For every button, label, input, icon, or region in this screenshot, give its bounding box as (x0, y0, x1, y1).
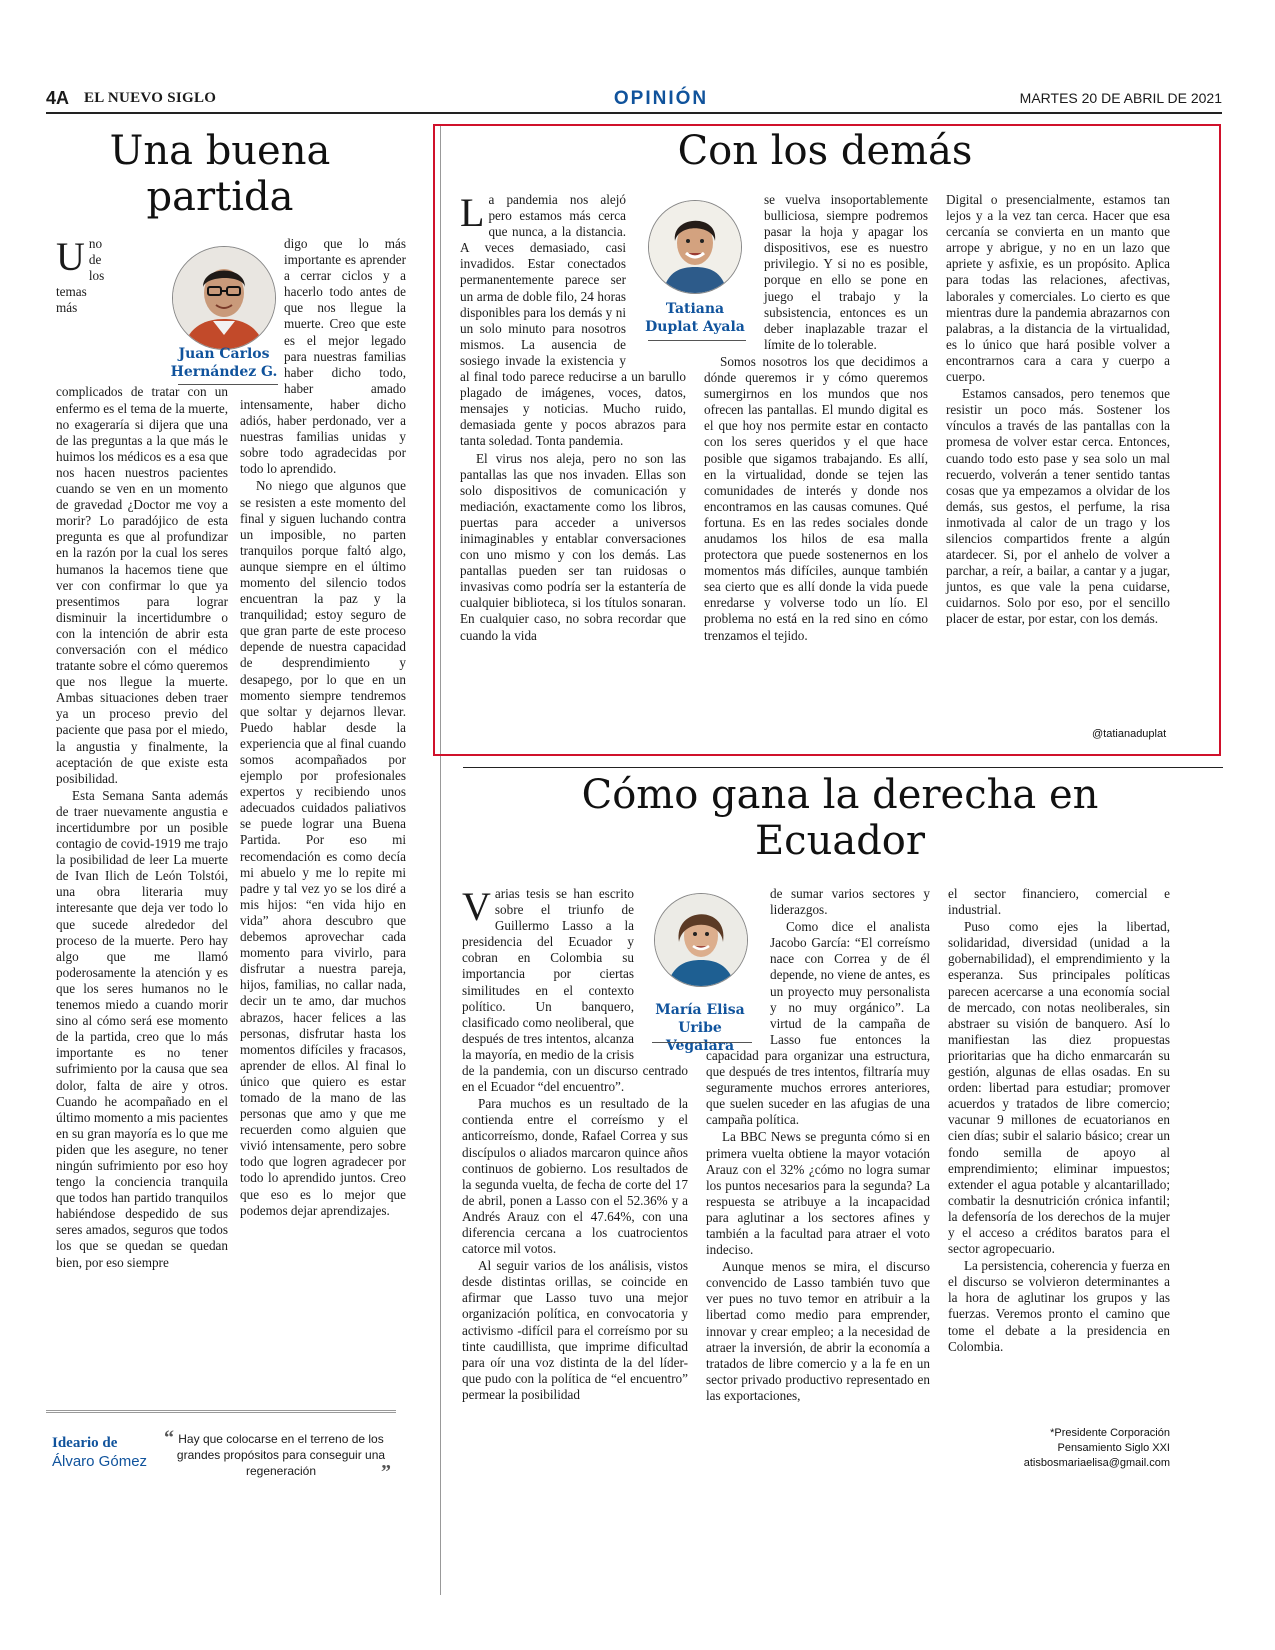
article2-author: Tatiana Duplat Ayala (645, 301, 745, 335)
ideario-quote: Hay que colocarse en el terreno de los grandes propósitos para conseguir una regeneración (176, 1432, 386, 1478)
newspaper-name: EL NUEVO SIGLO (84, 90, 217, 106)
ideario-author: Álvaro Gómez (52, 1453, 148, 1470)
author-handle: @tatianaduplat (1092, 728, 1167, 740)
author-email: atisbosmariaelisa@gmail.com (1023, 1457, 1170, 1469)
article3-title: Cómo gana la derecha en Ecuador (581, 772, 1099, 865)
article2-column-2: se vuelva insoportablemente bulliciosa, siempre podremos pasar la hoja y apagar los dispositivos, ese es nuestro privilegio. Y si no es posible, porque en ello se pone en juego el trabajo y la subsistencia, entonces es un deber inaplazable trazar el límite de lo tolerable. Somos nosotros los que decidimos a dónde queremos ir y cómo queremos sumergirnos en los mundos que nos ofrecen las pantallas. El mundo digital es el que hoy nos permite estar en contacto con los seres queridos y el que hace posible que sigamos trabajando. Es allí, en la virtualidad, donde se tejen las comunidades de interés y donde nos encontramos en las causas comunes. Qué fortuna. Es en las redes sociales donde anudamos los hilos de esa malla protectora que puede sostenernos en los momentos más difíciles, aunque también sea cierto que es allí donde la vida puede enredarse y volverse todo un lío. El problema no está en la red sino en cómo trenzamos el tejido. (704, 192, 928, 643)
author-footnote: *Presidente Corporación Pensamiento Siglo XXI atisbosmariaelisa@gmail.com (950, 1426, 1170, 1471)
page-header (46, 88, 1222, 112)
drop-cap: L (460, 190, 485, 235)
article3-column-1: Varias tesis se han escrito sobre el triunfo de Guillermo Lasso a la presidencia del Ecuador y cobran en Colombia su importancia por ciertas similitudes en el contexto político. Un banquero, clasificado como neoliberal, que después de tres intentos, alcanza la mayoría, en medio de la crisis de la pandemia, con un discurso centrado en el Ecuador “del encuentro”. Para muchos es un resultado de la contienda entre el correísmo y el anticorreísmo, donde, Rafael Correa y sus discípulos o aliados marcaron quince años continuos de gobierno. Los resultados de la segunda vuelta, de fecha de corte del 17 de abril, ponen a Lasso con el 52.36% y a Andrés Arauz con el 47.64%, con una diferencia cercana a los cuatrocientos catorce mil votos. Al seguir varios de los análisis, vistos desde distintas orillas, se coincide en afirmar que Lasso tuvo una mejor organización política, en convocatoria y activismo -difícil para el correísmo por su tinte caudillista, que imprime dificultad para oír una voz distinta de la del líder- que pudo con la política de “el encuentro” permear la posibilidad (462, 884, 688, 1402)
article1-column-1: Uno de los temas más complicados de tratar con un enfermo es el tema de la muerte, no exageraría si dijera que una de las preguntas a la que más le huimos los médicos es a esa que nos hacen nuestros pacientes cuando se ven en un momento de gravedad ¿Doctor me voy a morir? Lo paradójico de esta pregunta es que al profundizar en la razón por la cual los seres humanos la hacemos tiene que ver con confirmar lo que ya presentimos para lograr disminuir la incertidumbre o con la intención de abrir esta conversación con el médico tratante sobre el cómo queremos que nos llegue la muerte. Ambas situaciones deben traer ya un proceso previo del paciente que pasa por el miedo, la angustia y finalmente, la aceptación de que existe esta posibilidad. Esta Semana Santa además de traer nuevamente angustia e incertidumbre por un posible contagio de covid-1919 me trajo la posibilidad de leer La muerte de Ivan Ilich de León Tolstói, una obra literaria muy interesante que deja ver todo lo que sucede alrededor del proceso de la muerte. Pero hay algo que me llamó poderosamente la atención y es que los seres humanos no le tenemos miedo a cuando morir sino al cómo será ese momento de la partida, creo que lo más importante es no tener sufrimiento por la causa que sea dolor, falta de aire y otros. Cuando he acompañado en el último momento a mis pacientes en su gran mayoría es lo que me piden que les asegure, no tener ningún sufrimiento por eso hoy tengo la conciencia tranquila que todos han partido tranquilos habiéndose despedido de sus seres amados, seguros que todos los que se quedan se quedan bien, por eso siempre (56, 234, 228, 1270)
article3-column-3: el sector financiero, comercial e industrial. Puso como ejes la libertad, solidaridad, diversidad (unidad a la gobernabilidad), el emprendimiento y la esperanza. Sus principales políticas parecen acercarse a una economía social de mercado, con notas neoliberales, sin abstraer su visión de banquero. Así lo manifiestan las diez propuestas prioritarias que ha dicho enmarcarán su gestión, algunas de ellas osadas. En su orden: libertad para estudiar; promover acuerdos y tratados de libre comercio; vacunar 9 millones de ecuatorianos en cien días; subir el salario básico; crear un fondo semilla de apoyo al emprendimiento; eliminar impuestos; extender el agua potable y alcantarillado; combatir la desnutrición crónica infantil; la defensoría de los derechos de la mujer y el acceso a créditos baratos para el sector agropecuario. La persistencia, coherencia y fuerza en el discurso se volvieron determinantes a la hora de aglutinar los grupos y las fuerzas. Veremos pronto el camino que tome el debate a la presidencia en Colombia. (948, 886, 1170, 1354)
issue-date: MARTES 20 DE ABRIL DE 2021 (1019, 90, 1222, 106)
article1-title: Una buena partida (109, 128, 331, 221)
quote-mark-icon: “ (164, 1427, 174, 1449)
quote-mark-icon: ” (381, 1461, 391, 1483)
article1-column-2: digo que lo más importante es aprender a cerrar ciclos y a hacerlo todo antes de que nos llegue la muerte. Creo que este es el mejor legado para nuestras familias haber dicho todo, haber amado intensamente, haber dicho adiós, haber perdonado, ver a nuestras familias unidas y sobre todo agradecidas por todo lo aprendido. No niego que algunos que se resisten a este momento del final y siguen luchando contra un imposible, no parten tranquilos porque faltó algo, aunque siempre en el último momento del silencio todos encuentran la paz y la tranquilidad; estoy seguro de que gran parte de este proceso depende de nuestra capacidad de desprendimiento y desapego, por lo que en un momento siempre tendremos que soltar y dejarnos llevar. Puedo hablar desde la experiencia que al final cuando somos acompañados por ejemplo por profesionales expertos y recibiendo unos adecuados cuidados paliativos se puede lograr una Buena Partida. Por eso mi recomendación es como decía mi abuelo y me lo repite mi padre y tal vez yo se los diré a mis hijos: “en vida hijo en vida” ahora descubro que debemos aprovechar cada momento para vivirlo, para disfrutar a nuestra pareja, hijos, familias, no callar nada, decir un te amo, dar muchos abrazos, hacer felices a las personas, disfrutar hasta los momentos difíciles y fracasos, aprender de ellos. Al final lo único que quiero es estar tomado de la mano de las personas que amo y que me recuerden como alguien que vivió intensamente, pero sobre todo que logren agradecer por todo lo aprendido juntos. Creo que eso es lo mejor que podemos dejar aprendizajes. (240, 236, 406, 1218)
article3-author: María Elisa Uribe Vegalara (655, 1002, 745, 1054)
article2-column-3: Digital o presencialmente, estamos tan lejos y a la vez tan cerca. Hacer que esa cercanía se convierta en un manto que arrope y abrigue, y no en un lazo que apriete y asfixie, es un propósito. Aplica para todas las relaciones, afectivas, laborales y comerciales. Lo cierto es que mientras dure la pandemia abrazarnos con palabras, a la distancia de la virtualidad, es lo único que hará posible volver a encontrarnos cara a cara y cuerpo a cuerpo. Estamos cansados, pero tenemos que resistir un poco más. Sostener los vínculos a través de las pantallas con la promesa de volver estar cerca. Entonces, cuando todo esto pase y sea solo un mal recuerdo, volverán a tener sentido tantas cosas que ya empezamos a olvidar de los demás, sus gestos, el perfume, la risa inmotivada al calor de un trago y los silencios compartidos frente a algún atardecer. Si, por el anhelo de volver a parchar, a reír, a bailar, a cantar y a jugar, juntos, es que vale la pena cuidarse, cuidarnos. Solo por eso, por el sencillo placer de estar, por estar, con los demás. (946, 192, 1170, 627)
header-rule (46, 112, 1222, 114)
drop-cap: V (462, 884, 491, 929)
article2-title: Con los demás (677, 128, 973, 174)
page-number: 4A (46, 88, 70, 108)
article2-column-1: La pandemia nos alejó pero estamos más cerca que nunca, a la distancia. A veces demasiado, casi invadidos. Estar conectados permanentemente parece ser un arma de doble filo, 24 horas disponibles para los demás y ni un solo minuto para nosotros mismos. La ausencia de sosiego invade la existencia y al final todo parece reducirse a un barullo plagado de imágenes, voces, datos, mensajes y noticias. Mucho ruido, demasiada gente y pocos abrazos para tanta soledad. Tonta pandemia. El virus nos aleja, pero no son las pantallas las que nos invaden. Ellas son solo dispositivos de comunicación y mediación, exactamente como los libros, puertas para acceder a universos inimaginables y entablar conversaciones con uno mismo y con los demás. Las pantallas pueden ser tan ruidosas o invasivas como podría ser la estantería de cualquier biblioteca, si los títulos sonaran. En cualquier caso, no sobra recordar que cuando la vida (460, 190, 686, 643)
ideario-label: Ideario de (52, 1435, 118, 1451)
article1-author: Juan Carlos Hernández G. (170, 346, 278, 380)
article3-column-2: de sumar varios sectores y liderazgos. Como dice el analista Jacobo García: “El correísmo nace con Correa y de él depende, no viene de antes, es un proyecto muy personalista y no muy orgánico”. La virtud de la campaña de Lasso fue entonces la capacidad para organizar una estructura, que después de tres intentos, filtraría muy seguramente muchos errores anteriores, que suelen suceder en las afugias de una campaña política. La BBC News se pregunta cómo si en primera vuelta obtiene la mayor votación Arauz con el 32% ¿cómo no logra sumar los puntos necesarios para la segunda? La respuesta se atribuye a la incapacidad para aglutinar a los sectores afines y también a la facultad para atraer el voto indeciso. Aunque menos se mira, el discurso convencido de Lasso también tuvo que ver pues no tuvo temor en atribuir a la libertad como medio para emprender, innovar y crear empleo; a la necesidad de atraer la inversión, de abrir la economía a tratados de libre comercio y a la fe en un sector privado productivo representado en las exportaciones, (706, 886, 930, 1403)
ideario-box (46, 1410, 396, 1493)
drop-cap: U (56, 234, 85, 279)
section-rule (463, 767, 1223, 768)
section-title: OPINIÓN (613, 88, 709, 109)
